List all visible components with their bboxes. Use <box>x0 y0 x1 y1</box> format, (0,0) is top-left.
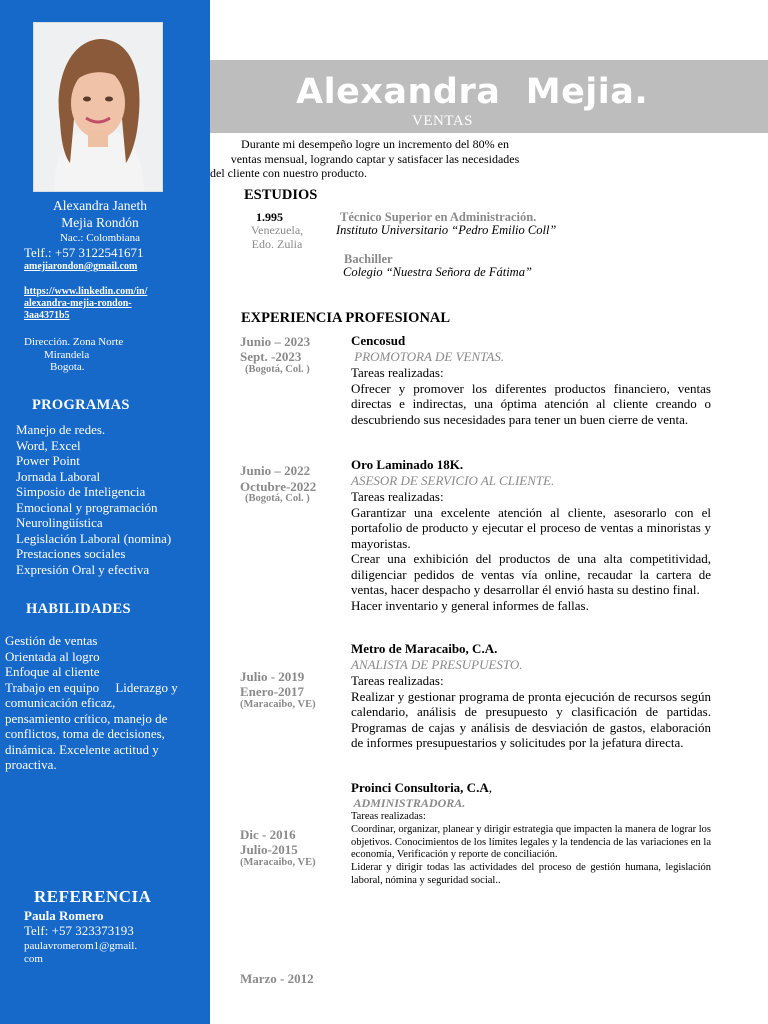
job-description: Realizar y gestionar programa de pronta ejecución de recursos según calendario, análisis de presupuesto y clasificación de partidas. Programas de cajas y análisis de desviación de gastos, elaboración de informes presupuestarios y solicitudes por la jefatura directa. <box>351 688 711 750</box>
skill-item: comunicación eficaz, <box>5 695 116 710</box>
skills-heading: HABILIDADES <box>26 601 131 617</box>
address-line: Bogota. <box>50 361 85 373</box>
summary-line: ventas mensual, logrando captar y satisfacer las necesidades <box>230 151 520 166</box>
reference-email <box>24 940 137 966</box>
studies-place <box>246 223 308 251</box>
skill-item: dinámica. Excelente actitud y <box>5 741 159 757</box>
job-location: (Maracaibo, VE) <box>240 699 316 710</box>
job-company: Metro de Maracaibo, C.A. <box>351 641 498 656</box>
email-link[interactable]: amejiarondon@gmail.com <box>24 261 138 272</box>
program-item: Power Point <box>16 453 80 468</box>
job-position: ASESOR DE SERVICIO AL CLIENTE. <box>351 473 555 488</box>
job-position: PROMOTORA DE VENTAS. <box>351 349 505 364</box>
job-description: Ofrecer y promover los diferentes productos financiero, ventas directas e indirectas, una óptima atención al cliente creando o descubriendo sus necesidades para tener un buen cierre de venta. <box>351 380 711 427</box>
skill-item: proactiva. <box>5 757 57 772</box>
program-item: Jornada Laboral <box>16 468 101 484</box>
summary-line: del cliente con nuestro producto. <box>210 166 367 180</box>
skill-item: conflictos, toma de decisiones, <box>5 726 165 741</box>
school-2: Colegio “Nuestra Señora de Fátima” <box>343 265 532 279</box>
job-date-end: Octubre-2022 <box>240 479 317 494</box>
school-1: Instituto Universitario “Pedro Emilio Coll” <box>336 223 557 237</box>
reference-email-line: com <box>24 953 43 965</box>
sidebar-name-line2: Mejia Rondón <box>61 215 139 230</box>
job-entry <box>351 333 711 427</box>
job-date-end: Julio-2015 <box>240 842 298 857</box>
sidebar-name-line1: Alexandra Janeth <box>52 198 148 213</box>
skill-item: Trabajo en equipo Liderazgo y <box>5 679 178 695</box>
linkedin-line: https://www.linkedin.com/in/ <box>24 286 148 297</box>
job-location: (Maracaibo, VE) <box>240 857 316 868</box>
job-description: Coordinar, organizar, planear y dirigir estrategia que impacten la manera de lograr los objetivos. Conocimientos de los límites legales y la tendencia de las variaciones en la economía, Verificación y reporte de conciliación. <box>351 823 711 861</box>
studies-heading: ESTUDIOS <box>244 187 318 203</box>
job-date-start: Marzo - 2012 <box>240 971 314 986</box>
studies-place-line: Edo. Zulia <box>251 237 303 251</box>
program-item: Prestaciones sociales <box>16 546 126 561</box>
job-tasks-label: Tareas realizadas: <box>351 365 444 380</box>
degree-2: Bachiller <box>344 252 393 266</box>
job-position: ANALISTA DE PRESUPUESTO. <box>351 657 523 672</box>
job-date-start: Julio - 2019 <box>240 669 305 684</box>
reference-phone: Telf: +57 323373193 <box>24 923 134 938</box>
address-line: Dirección. Zona Norte <box>24 336 124 348</box>
skill-item: Gestión de ventas <box>5 633 98 648</box>
programs-list <box>16 422 171 577</box>
studies-place-line: Venezuela, <box>250 223 304 237</box>
job-company: Proinci Consultoria, C.A <box>351 780 489 795</box>
job-date-start: Dic - 2016 <box>240 827 296 842</box>
skill-item: pensamiento crítico, manejo de <box>5 710 168 726</box>
nationality: Nac.: Colombiana <box>59 232 141 244</box>
job-date-end: Enero-2017 <box>240 684 305 699</box>
job-entry <box>351 641 711 751</box>
linkedin-link[interactable] <box>24 286 147 322</box>
job-date-end: Sept. -2023 <box>240 349 302 364</box>
job-entry <box>351 457 711 613</box>
skill-item: Orientada al logro <box>5 648 100 664</box>
program-item: Emocional y programación <box>16 499 158 515</box>
skill-item: Enfoque al cliente <box>5 664 100 679</box>
experience-heading: EXPERIENCIA PROFESIONAL <box>241 310 451 326</box>
job-location: (Bogotá, Col. ) <box>245 493 310 504</box>
program-item: Simposio de Inteligencia <box>16 484 146 499</box>
job-description: Garantizar una excelente atención al cliente, asesorarlo con el portafolio de producto y ejecutar el proceso de ventas a minoristas y mayoristas. <box>351 504 711 551</box>
reference-email-line: paulavromerom1@gmail. <box>24 940 138 952</box>
phone: Telf.: +57 3122541671 <box>24 245 144 260</box>
profile-photo <box>33 22 163 192</box>
role-subtitle: VENTAS <box>412 113 473 129</box>
program-item: Expresión Oral y efectiva <box>16 561 150 577</box>
page-title: Alexandra Mejia. <box>296 72 649 112</box>
address-line: Mirandela <box>44 349 90 361</box>
degree-1: Técnico Superior en Administración. <box>340 210 537 224</box>
job-description: Liderar y dirigir todas las actividades del proceso de gestión humana, legislación laboral, nómina y seguridad social.. <box>351 862 711 886</box>
job-position: ADMINISTRADORA. <box>351 796 466 810</box>
summary <box>210 137 540 181</box>
job-location: (Bogotá, Col. ) <box>245 364 310 375</box>
job-date-start: Junio – 2022 <box>240 463 311 478</box>
job-tasks-label: Tareas realizadas: <box>351 811 426 822</box>
program-item: Word, Excel <box>16 437 81 453</box>
skills-list <box>5 633 178 773</box>
summary-line: Durante mi desempeño logre un incremento del 80% en <box>241 137 509 151</box>
reference-heading: REFERENCIA <box>34 887 152 906</box>
linkedin-line: 3aa4371b5 <box>24 310 70 321</box>
job-tasks-label: Tareas realizadas: <box>351 673 444 688</box>
portrait-image <box>34 23 162 191</box>
job-description: Hacer inventario y general informes de fallas. <box>351 597 589 613</box>
program-item: Manejo de redes. <box>16 422 106 437</box>
job-company-line <box>351 780 711 796</box>
reference-name: Paula Romero <box>24 908 104 923</box>
job-company: Cencosud <box>351 333 406 348</box>
program-item: Neurolingüística <box>16 515 103 530</box>
linkedin-line: alexandra-mejia-rondon- <box>24 298 132 309</box>
job-tasks-label: Tareas realizadas: <box>351 489 444 504</box>
job-company: Oro Laminado 18K. <box>351 457 464 472</box>
job-date-start: Junio – 2023 <box>240 334 311 349</box>
programs-heading: PROGRAMAS <box>32 397 130 413</box>
job-company-suffix: , <box>488 780 492 795</box>
studies-year: 1.995 <box>256 210 283 224</box>
program-item: Legislación Laboral (nomina) <box>16 530 172 546</box>
job-entry <box>351 780 711 888</box>
job-description: Crear una exhibición del productos de una alta competitividad, diligenciar pedidos de ventas vía online, recaudar la cartera de ventas, hacer despacho y desarrollar él envió hasta su destino final. <box>351 551 711 597</box>
